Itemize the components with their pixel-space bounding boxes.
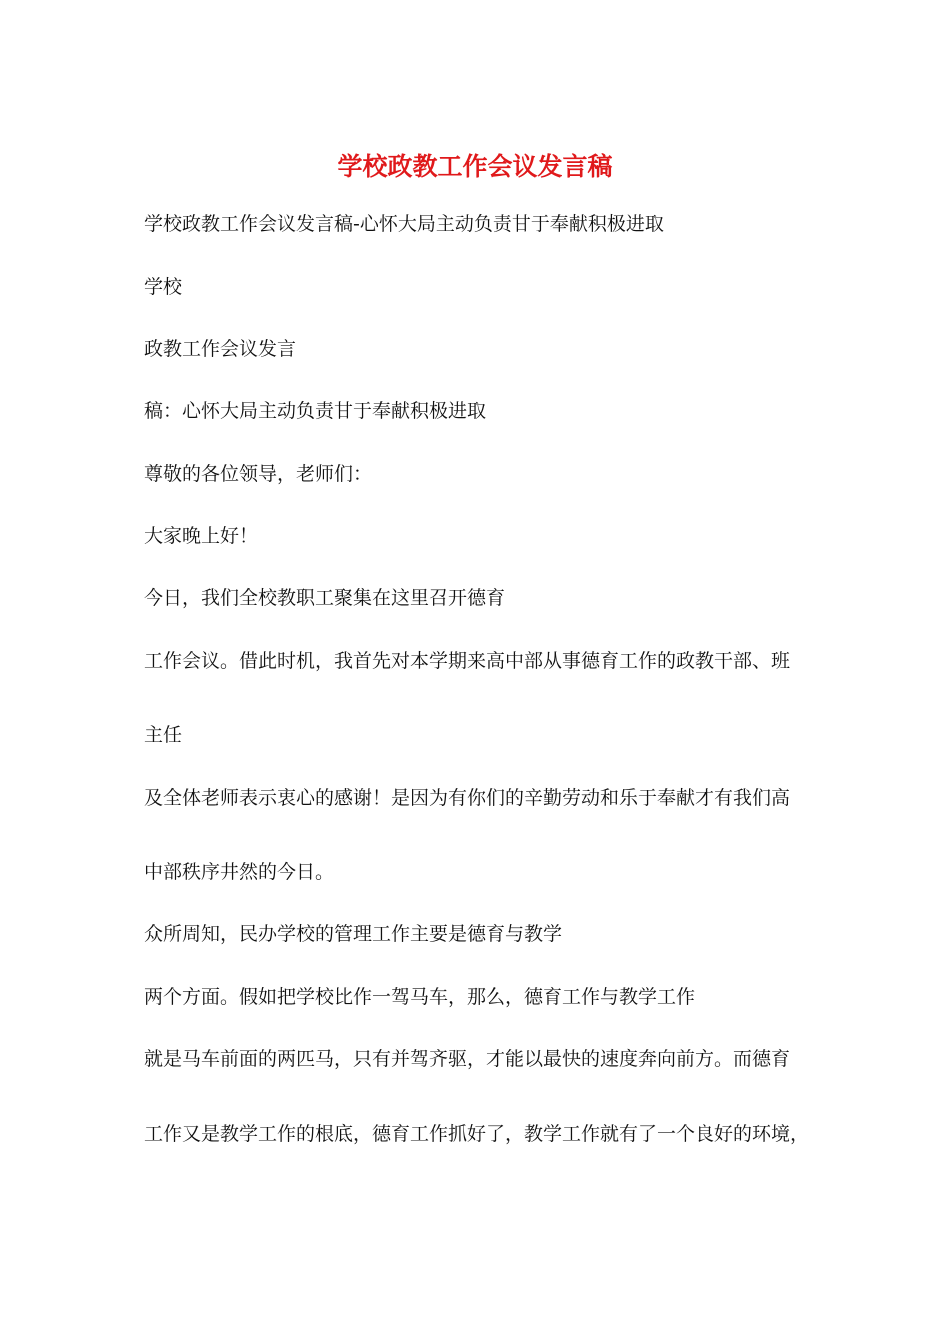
body-line-3: 政教工作会议发言 <box>144 338 297 360</box>
body-line-2: 学校 <box>144 276 183 298</box>
body-line-8: 工作会议。借此时机，我首先对本学期来高中部从事德育工作的政教干部、班 <box>144 650 791 672</box>
body-line-15: 工作又是教学工作的根底，德育工作抓好了，教学工作就有了一个良好的环境， <box>144 1123 810 1145</box>
body-line-6: 大家晚上好！ <box>144 525 259 547</box>
body-line-4: 稿：心怀大局主动负责甘于奉献积极进取 <box>144 400 487 422</box>
body-line-14: 就是马车前面的两匹马，只有并驾齐驱，才能以最快的速度奔向前方。而德育 <box>144 1048 791 1070</box>
body-line-7: 今日，我们全校教职工聚集在这里召开德育 <box>144 587 506 609</box>
body-line-13: 两个方面。假如把学校比作一驾马车，那么，德育工作与教学工作 <box>144 986 696 1008</box>
document-title: 学校政教工作会议发言稿 <box>337 152 613 181</box>
body-line-9: 主任 <box>144 724 183 746</box>
body-line-5: 尊敬的各位领导，老师们： <box>144 463 373 485</box>
body-line-11: 中部秩序井然的今日。 <box>144 861 335 883</box>
body-line-10: 及全体老师表示衷心的感谢！是因为有你们的辛勤劳动和乐于奉献才有我们高 <box>144 787 791 809</box>
body-line-12: 众所周知，民办学校的管理工作主要是德育与教学 <box>144 923 563 945</box>
body-line-1: 学校政教工作会议发言稿-心怀大局主动负责甘于奉献积极进取 <box>144 213 664 235</box>
